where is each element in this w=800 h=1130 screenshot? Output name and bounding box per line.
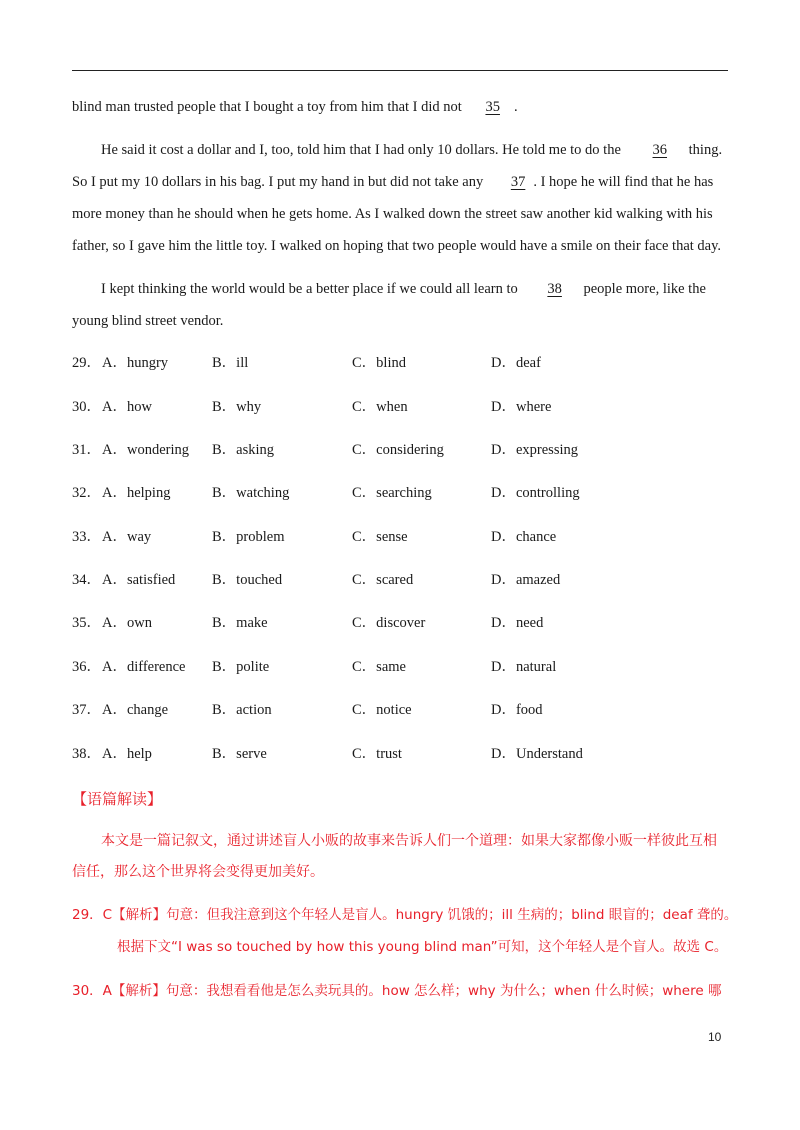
option-d[interactable]: D．amazed xyxy=(491,572,561,588)
option-a[interactable]: A．hungry xyxy=(102,355,169,371)
option-c[interactable]: C．searching xyxy=(352,485,432,501)
blank-38: 38 xyxy=(547,281,562,297)
blank-35: 35 xyxy=(485,99,500,115)
passage-text: people more, like the xyxy=(583,281,706,297)
question-number: 29． xyxy=(72,355,101,371)
option-c[interactable]: C．considering xyxy=(352,442,444,458)
question-number: 34． xyxy=(72,572,101,588)
option-d[interactable]: D．chance xyxy=(491,529,557,545)
answer-30-line-1: 30．A【解析】句意：我想看看他是怎么卖玩具的。how 怎么样；why 为什么；when 什么时候；where 哪 xyxy=(72,983,722,999)
option-d[interactable]: D．where xyxy=(491,399,552,415)
option-a[interactable]: A．help xyxy=(102,746,152,762)
passage-line-2 xyxy=(101,140,722,160)
analysis-summary-line-2: 信任，那么这个世界将会变得更加美好。 xyxy=(72,864,324,880)
question-number: 38． xyxy=(72,746,101,762)
option-d[interactable]: D．natural xyxy=(491,659,557,675)
option-c[interactable]: C．discover xyxy=(352,615,426,631)
answer-29-line-2: 根据下文“I was so touched by how this young blind man”可知，这个年轻人是个盲人。故选 C。 xyxy=(117,939,728,955)
option-d[interactable]: D．need xyxy=(491,615,544,631)
option-a[interactable]: A．wondering xyxy=(102,442,189,458)
passage-text: . I hope he will find that he has xyxy=(533,174,714,190)
option-b[interactable]: B．polite xyxy=(212,659,270,675)
option-d[interactable]: D．food xyxy=(491,702,543,718)
passage-text: blind man trusted people that I bought a toy from him that I did not xyxy=(72,99,462,115)
option-b[interactable]: B．make xyxy=(212,615,268,631)
passage-line-5: father, so I gave him the little toy. I walked on hoping that two people would have a smile on their face that day. xyxy=(72,238,722,254)
option-d[interactable]: D．Understand xyxy=(491,746,583,762)
passage-text: . xyxy=(513,99,518,115)
option-a[interactable]: A．own xyxy=(102,615,152,631)
option-b[interactable]: B．action xyxy=(212,702,272,718)
passage-text: So I put my 10 dollars in his bag. I put my hand in but did not take any xyxy=(72,174,484,190)
option-d[interactable]: D．deaf xyxy=(491,355,541,371)
question-number: 32． xyxy=(72,485,101,501)
option-b[interactable]: B．why xyxy=(212,399,262,415)
blank-37: 37 xyxy=(510,174,526,190)
analysis-summary-line-1: 本文是一篇记叙文，通过讲述盲人小贩的故事来告诉人们一个道理：如果大家都像小贩一样彼此互相 xyxy=(101,833,717,849)
option-b[interactable]: B．touched xyxy=(212,572,283,588)
passage-line-4: more money than he should when he gets home. As I walked down the street saw another kid walking with his xyxy=(72,206,713,222)
option-c[interactable]: C．same xyxy=(352,659,406,675)
option-c[interactable]: C．trust xyxy=(352,746,402,762)
passage-line-1 xyxy=(72,97,518,117)
passage-line-3 xyxy=(72,172,713,192)
option-c[interactable]: C．scared xyxy=(352,572,414,588)
passage-text: I kept thinking the world would be a better place if we could all learn to xyxy=(101,281,518,297)
option-a[interactable]: A．way xyxy=(102,529,152,545)
option-a[interactable]: A．difference xyxy=(102,659,186,675)
option-d[interactable]: D．controlling xyxy=(491,485,580,501)
option-c[interactable]: C．notice xyxy=(352,702,412,718)
question-number: 30． xyxy=(72,399,101,415)
option-b[interactable]: B．watching xyxy=(212,485,290,501)
header-rule xyxy=(72,70,728,71)
analysis-heading: 【语篇解读】 xyxy=(72,790,163,808)
question-number: 33． xyxy=(72,529,101,545)
option-b[interactable]: B．serve xyxy=(212,746,267,762)
option-a[interactable]: A．helping xyxy=(102,485,171,501)
option-b[interactable]: B．problem xyxy=(212,529,285,545)
question-number: 37． xyxy=(72,702,101,718)
answer-29-line-1: 29．C【解析】句意：但我注意到这个年轻人是盲人。hungry 饥饿的；ill 生病的；blind 眼盲的；deaf 聋的。 xyxy=(72,907,738,923)
question-number: 35． xyxy=(72,615,101,631)
question-number: 31． xyxy=(72,442,101,458)
passage-text: He said it cost a dollar and I, too, told him that I had only 10 dollars. He told me to do the xyxy=(101,142,621,158)
option-b[interactable]: B．ill xyxy=(212,355,249,371)
option-c[interactable]: C．sense xyxy=(352,529,408,545)
option-a[interactable]: A．change xyxy=(102,702,169,718)
option-b[interactable]: B．asking xyxy=(212,442,275,458)
option-a[interactable]: A．satisfied xyxy=(102,572,176,588)
option-a[interactable]: A．how xyxy=(102,399,152,415)
option-d[interactable]: D．expressing xyxy=(491,442,578,458)
passage-text: thing. xyxy=(688,142,723,158)
option-c[interactable]: C．when xyxy=(352,399,408,415)
passage-line-6 xyxy=(101,279,706,299)
page-number: 10 xyxy=(708,1030,722,1044)
blank-36: 36 xyxy=(652,142,668,158)
option-c[interactable]: C．blind xyxy=(352,355,406,371)
question-number: 36． xyxy=(72,659,101,675)
passage-line-7: young blind street vendor. xyxy=(72,313,224,329)
